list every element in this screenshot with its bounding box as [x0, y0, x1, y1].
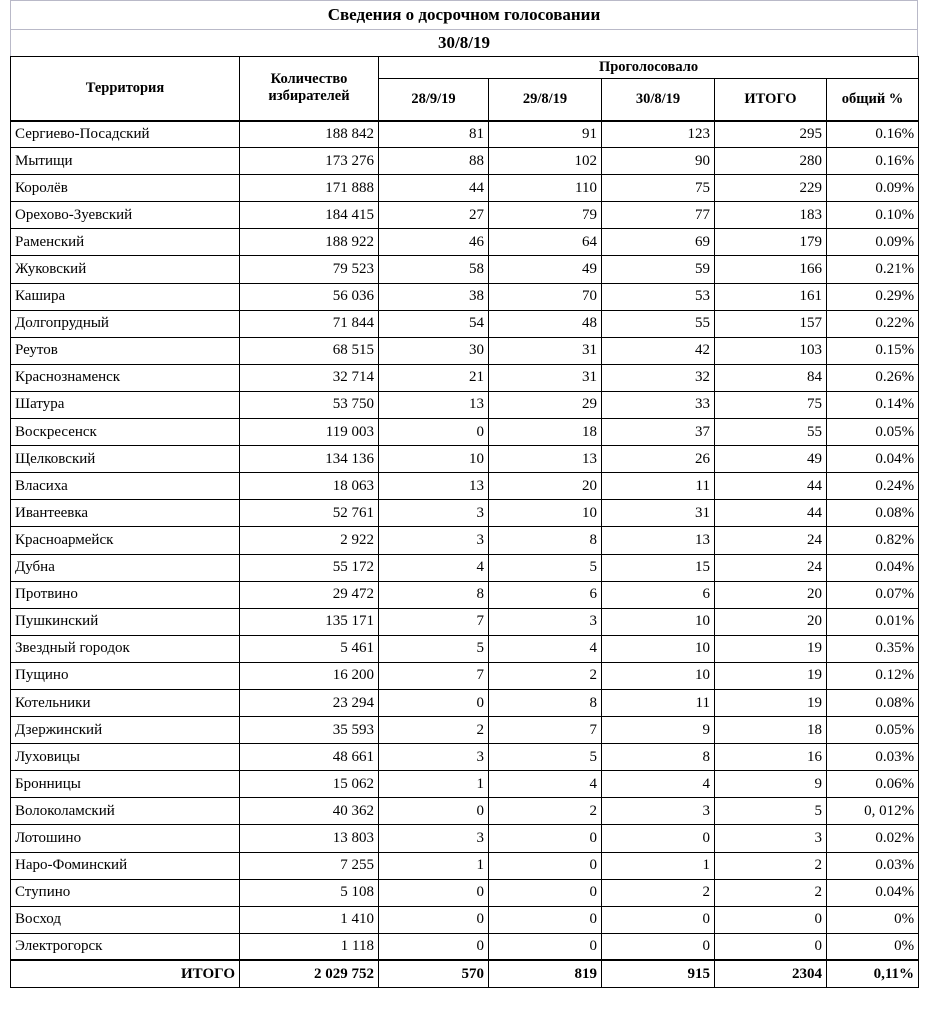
cell-percent: 0%	[827, 933, 919, 960]
cell-total: 157	[715, 310, 827, 337]
cell-voted-28-9: 58	[379, 256, 489, 283]
table-row	[11, 906, 919, 933]
cell-total: 2	[715, 852, 827, 879]
cell-territory: Котельники	[11, 689, 240, 716]
cell-voters: 7 255	[240, 852, 379, 879]
cell-voted-29-8: 2	[489, 798, 602, 825]
cell-voted-30-8: 0	[602, 906, 715, 933]
cell-total: 295	[715, 121, 827, 148]
cell-total: 44	[715, 500, 827, 527]
cell-voters: 40 362	[240, 798, 379, 825]
table-row	[11, 527, 919, 554]
table-row	[11, 581, 919, 608]
cell-territory: Волоколамский	[11, 798, 240, 825]
cell-territory: Электрогорск	[11, 933, 240, 960]
cell-voted-29-8: 6	[489, 581, 602, 608]
cell-total: 24	[715, 527, 827, 554]
cell-total: 280	[715, 148, 827, 175]
cell-voters: 35 593	[240, 717, 379, 744]
cell-voted-30-8: 55	[602, 310, 715, 337]
cell-voted-30-8: 33	[602, 391, 715, 418]
cell-voted-29-8: 70	[489, 283, 602, 310]
cell-territory: Наро-Фоминский	[11, 852, 240, 879]
cell-percent: 0.22%	[827, 310, 919, 337]
cell-percent: 0.29%	[827, 283, 919, 310]
cell-territory: Краснознаменск	[11, 364, 240, 391]
cell-voted-30-8: 3	[602, 798, 715, 825]
cell-voted-28-9: 2	[379, 717, 489, 744]
cell-voted-30-8: 59	[602, 256, 715, 283]
cell-voters: 188 842	[240, 121, 379, 148]
total-cell-voters: 2 029 752	[240, 960, 379, 987]
cell-voted-29-8: 31	[489, 364, 602, 391]
cell-voters: 29 472	[240, 581, 379, 608]
total-row	[11, 960, 919, 987]
cell-total: 229	[715, 175, 827, 202]
cell-voted-28-9: 0	[379, 906, 489, 933]
cell-territory: Лотошино	[11, 825, 240, 852]
cell-voted-29-8: 18	[489, 419, 602, 446]
report-title: Сведения о досрочном голосовании	[10, 0, 918, 29]
header-territory: Территория	[11, 57, 240, 121]
cell-total: 16	[715, 744, 827, 771]
cell-percent: 0.04%	[827, 554, 919, 581]
cell-territory: Пущино	[11, 662, 240, 689]
cell-territory: Власиха	[11, 473, 240, 500]
cell-voted-28-9: 7	[379, 662, 489, 689]
cell-voted-30-8: 2	[602, 879, 715, 906]
cell-voters: 23 294	[240, 689, 379, 716]
cell-voted-29-8: 7	[489, 717, 602, 744]
cell-territory: Раменский	[11, 229, 240, 256]
cell-voted-30-8: 123	[602, 121, 715, 148]
cell-total: 19	[715, 662, 827, 689]
total-cell-total: 2304	[715, 960, 827, 987]
cell-total: 55	[715, 419, 827, 446]
cell-voted-30-8: 10	[602, 662, 715, 689]
cell-voted-28-9: 0	[379, 933, 489, 960]
cell-voted-28-9: 1	[379, 852, 489, 879]
cell-percent: 0.04%	[827, 446, 919, 473]
cell-percent: 0.12%	[827, 662, 919, 689]
cell-voters: 1 118	[240, 933, 379, 960]
cell-territory: Жуковский	[11, 256, 240, 283]
cell-territory: Бронницы	[11, 771, 240, 798]
header-voted: Проголосовало	[379, 57, 919, 79]
cell-percent: 0.04%	[827, 879, 919, 906]
cell-voters: 1 410	[240, 906, 379, 933]
cell-voters: 16 200	[240, 662, 379, 689]
table-row	[11, 473, 919, 500]
cell-voted-30-8: 42	[602, 337, 715, 364]
cell-territory: Шатура	[11, 391, 240, 418]
cell-total: 3	[715, 825, 827, 852]
table-row	[11, 446, 919, 473]
cell-voted-28-9: 46	[379, 229, 489, 256]
cell-percent: 0.08%	[827, 689, 919, 716]
cell-voted-28-9: 0	[379, 419, 489, 446]
cell-total: 103	[715, 337, 827, 364]
cell-voted-29-8: 110	[489, 175, 602, 202]
table-row	[11, 717, 919, 744]
cell-voted-29-8: 8	[489, 527, 602, 554]
cell-total: 19	[715, 635, 827, 662]
cell-percent: 0.24%	[827, 473, 919, 500]
table-row	[11, 337, 919, 364]
cell-voters: 18 063	[240, 473, 379, 500]
header-date-3: 30/8/19	[602, 79, 715, 121]
cell-voters: 79 523	[240, 256, 379, 283]
cell-total: 161	[715, 283, 827, 310]
report-sheet	[10, 0, 918, 988]
header-date-2: 29/8/19	[489, 79, 602, 121]
cell-percent: 0.16%	[827, 148, 919, 175]
cell-voted-28-9: 3	[379, 744, 489, 771]
cell-voted-30-8: 90	[602, 148, 715, 175]
cell-voted-29-8: 5	[489, 554, 602, 581]
cell-territory: Протвино	[11, 581, 240, 608]
table-body	[11, 121, 919, 988]
cell-voted-29-8: 0	[489, 933, 602, 960]
cell-voted-30-8: 31	[602, 500, 715, 527]
cell-voted-30-8: 69	[602, 229, 715, 256]
cell-voted-28-9: 21	[379, 364, 489, 391]
table-row	[11, 608, 919, 635]
cell-voted-30-8: 4	[602, 771, 715, 798]
cell-voted-30-8: 9	[602, 717, 715, 744]
cell-percent: 0.21%	[827, 256, 919, 283]
cell-voted-30-8: 77	[602, 202, 715, 229]
table-row	[11, 175, 919, 202]
cell-percent: 0.10%	[827, 202, 919, 229]
cell-percent: 0.06%	[827, 771, 919, 798]
cell-voted-28-9: 27	[379, 202, 489, 229]
cell-total: 20	[715, 608, 827, 635]
table-row	[11, 391, 919, 418]
cell-percent: 0.82%	[827, 527, 919, 554]
cell-total: 20	[715, 581, 827, 608]
cell-voted-28-9: 44	[379, 175, 489, 202]
table-row	[11, 419, 919, 446]
cell-voters: 5 108	[240, 879, 379, 906]
cell-voters: 134 136	[240, 446, 379, 473]
cell-voted-28-9: 13	[379, 391, 489, 418]
cell-voted-28-9: 54	[379, 310, 489, 337]
cell-voted-29-8: 0	[489, 852, 602, 879]
table-row	[11, 256, 919, 283]
cell-voted-28-9: 1	[379, 771, 489, 798]
cell-voted-29-8: 91	[489, 121, 602, 148]
cell-voted-28-9: 3	[379, 500, 489, 527]
cell-percent: 0.01%	[827, 608, 919, 635]
cell-total: 2	[715, 879, 827, 906]
cell-percent: 0.02%	[827, 825, 919, 852]
total-cell-voted-30-8: 915	[602, 960, 715, 987]
cell-voted-28-9: 0	[379, 798, 489, 825]
cell-percent: 0, 012%	[827, 798, 919, 825]
cell-percent: 0.16%	[827, 121, 919, 148]
cell-percent: 0.15%	[827, 337, 919, 364]
header-date-1: 28/9/19	[379, 79, 489, 121]
cell-territory: Красноармейск	[11, 527, 240, 554]
cell-voted-28-9: 30	[379, 337, 489, 364]
cell-total: 24	[715, 554, 827, 581]
cell-voted-29-8: 3	[489, 608, 602, 635]
cell-total: 166	[715, 256, 827, 283]
cell-voted-30-8: 75	[602, 175, 715, 202]
table-row	[11, 744, 919, 771]
cell-voted-29-8: 102	[489, 148, 602, 175]
table-row	[11, 229, 919, 256]
table-row	[11, 662, 919, 689]
cell-voted-29-8: 0	[489, 825, 602, 852]
cell-territory: Ивантеевка	[11, 500, 240, 527]
cell-territory: Пушкинский	[11, 608, 240, 635]
cell-total: 179	[715, 229, 827, 256]
cell-voted-29-8: 29	[489, 391, 602, 418]
cell-voters: 5 461	[240, 635, 379, 662]
cell-voted-30-8: 32	[602, 364, 715, 391]
cell-voted-30-8: 8	[602, 744, 715, 771]
cell-voted-28-9: 7	[379, 608, 489, 635]
cell-voted-30-8: 37	[602, 419, 715, 446]
table-row	[11, 283, 919, 310]
cell-voters: 71 844	[240, 310, 379, 337]
table-row	[11, 798, 919, 825]
cell-voters: 48 661	[240, 744, 379, 771]
cell-voted-30-8: 0	[602, 933, 715, 960]
cell-voters: 188 922	[240, 229, 379, 256]
cell-voted-29-8: 48	[489, 310, 602, 337]
cell-total: 84	[715, 364, 827, 391]
cell-total: 44	[715, 473, 827, 500]
cell-territory: Сергиево-Посадский	[11, 121, 240, 148]
cell-percent: 0.09%	[827, 175, 919, 202]
cell-voted-29-8: 4	[489, 635, 602, 662]
cell-percent: 0.03%	[827, 852, 919, 879]
cell-voted-29-8: 79	[489, 202, 602, 229]
cell-voted-29-8: 20	[489, 473, 602, 500]
cell-voted-28-9: 38	[379, 283, 489, 310]
cell-voted-29-8: 49	[489, 256, 602, 283]
cell-voters: 2 922	[240, 527, 379, 554]
table-row	[11, 933, 919, 960]
total-cell-voted-29-8: 819	[489, 960, 602, 987]
cell-total: 0	[715, 906, 827, 933]
cell-territory: Воскресенск	[11, 419, 240, 446]
cell-voted-28-9: 3	[379, 825, 489, 852]
cell-voted-28-9: 3	[379, 527, 489, 554]
cell-voted-30-8: 1	[602, 852, 715, 879]
cell-total: 19	[715, 689, 827, 716]
header-voters-line2: избирателей	[268, 88, 350, 105]
cell-voted-28-9: 10	[379, 446, 489, 473]
table-row	[11, 500, 919, 527]
cell-voted-28-9: 88	[379, 148, 489, 175]
cell-territory: Дзержинский	[11, 717, 240, 744]
cell-voted-29-8: 2	[489, 662, 602, 689]
cell-voted-30-8: 0	[602, 825, 715, 852]
cell-territory: Королёв	[11, 175, 240, 202]
cell-percent: 0.05%	[827, 717, 919, 744]
table-row	[11, 554, 919, 581]
cell-voters: 15 062	[240, 771, 379, 798]
cell-percent: 0.08%	[827, 500, 919, 527]
cell-voters: 13 803	[240, 825, 379, 852]
cell-voted-28-9: 13	[379, 473, 489, 500]
cell-voters: 55 172	[240, 554, 379, 581]
cell-voters: 53 750	[240, 391, 379, 418]
cell-voters: 68 515	[240, 337, 379, 364]
cell-percent: 0.07%	[827, 581, 919, 608]
header-total: ИТОГО	[715, 79, 827, 121]
early-voting-table	[10, 56, 919, 988]
cell-voted-29-8: 4	[489, 771, 602, 798]
cell-voters: 56 036	[240, 283, 379, 310]
cell-voted-29-8: 13	[489, 446, 602, 473]
cell-total: 75	[715, 391, 827, 418]
table-row	[11, 689, 919, 716]
cell-voters: 119 003	[240, 419, 379, 446]
cell-voted-30-8: 53	[602, 283, 715, 310]
cell-territory: Ступино	[11, 879, 240, 906]
table-row	[11, 825, 919, 852]
cell-percent: 0.09%	[827, 229, 919, 256]
table-row	[11, 852, 919, 879]
cell-territory: Щелковский	[11, 446, 240, 473]
cell-percent: 0.05%	[827, 419, 919, 446]
cell-territory: Долгопрудный	[11, 310, 240, 337]
cell-voted-28-9: 81	[379, 121, 489, 148]
cell-voted-30-8: 11	[602, 473, 715, 500]
cell-voted-29-8: 10	[489, 500, 602, 527]
cell-territory: Дубна	[11, 554, 240, 581]
cell-voted-30-8: 10	[602, 608, 715, 635]
table-row	[11, 771, 919, 798]
cell-voted-28-9: 0	[379, 879, 489, 906]
cell-voted-29-8: 0	[489, 906, 602, 933]
cell-voted-30-8: 6	[602, 581, 715, 608]
cell-voted-30-8: 10	[602, 635, 715, 662]
cell-territory: Орехово-Зуевский	[11, 202, 240, 229]
cell-territory: Звездный городок	[11, 635, 240, 662]
table-row	[11, 310, 919, 337]
cell-total: 49	[715, 446, 827, 473]
cell-percent: 0%	[827, 906, 919, 933]
cell-percent: 0.14%	[827, 391, 919, 418]
cell-voters: 184 415	[240, 202, 379, 229]
cell-voters: 171 888	[240, 175, 379, 202]
cell-voters: 173 276	[240, 148, 379, 175]
cell-territory: Реутов	[11, 337, 240, 364]
cell-voted-29-8: 8	[489, 689, 602, 716]
cell-voted-30-8: 26	[602, 446, 715, 473]
cell-voted-29-8: 0	[489, 879, 602, 906]
cell-territory: Луховицы	[11, 744, 240, 771]
cell-voters: 32 714	[240, 364, 379, 391]
cell-percent: 0.03%	[827, 744, 919, 771]
cell-total: 183	[715, 202, 827, 229]
cell-voted-29-8: 5	[489, 744, 602, 771]
cell-voted-30-8: 13	[602, 527, 715, 554]
table-row	[11, 121, 919, 148]
table-row	[11, 202, 919, 229]
total-cell-percent: 0,11%	[827, 960, 919, 987]
cell-voted-28-9: 5	[379, 635, 489, 662]
cell-voted-30-8: 15	[602, 554, 715, 581]
table-row	[11, 364, 919, 391]
cell-total: 5	[715, 798, 827, 825]
report-date: 30/8/19	[10, 29, 918, 56]
cell-percent: 0.35%	[827, 635, 919, 662]
header-percent: общий %	[827, 79, 919, 121]
cell-voted-30-8: 11	[602, 689, 715, 716]
cell-territory: Восход	[11, 906, 240, 933]
cell-voters: 52 761	[240, 500, 379, 527]
cell-total: 9	[715, 771, 827, 798]
header-voters-line1: Количество	[270, 71, 348, 88]
cell-total: 18	[715, 717, 827, 744]
cell-voted-28-9: 8	[379, 581, 489, 608]
cell-voted-28-9: 4	[379, 554, 489, 581]
table-row	[11, 148, 919, 175]
table-row	[11, 635, 919, 662]
cell-voted-29-8: 64	[489, 229, 602, 256]
cell-voters: 135 171	[240, 608, 379, 635]
total-cell-territory: ИТОГО	[11, 960, 240, 987]
cell-total: 0	[715, 933, 827, 960]
table-row	[11, 879, 919, 906]
cell-territory: Кашира	[11, 283, 240, 310]
header-voters	[240, 57, 379, 121]
total-cell-voted-28-9: 570	[379, 960, 489, 987]
cell-voted-28-9: 0	[379, 689, 489, 716]
cell-percent: 0.26%	[827, 364, 919, 391]
cell-voted-29-8: 31	[489, 337, 602, 364]
cell-territory: Мытищи	[11, 148, 240, 175]
